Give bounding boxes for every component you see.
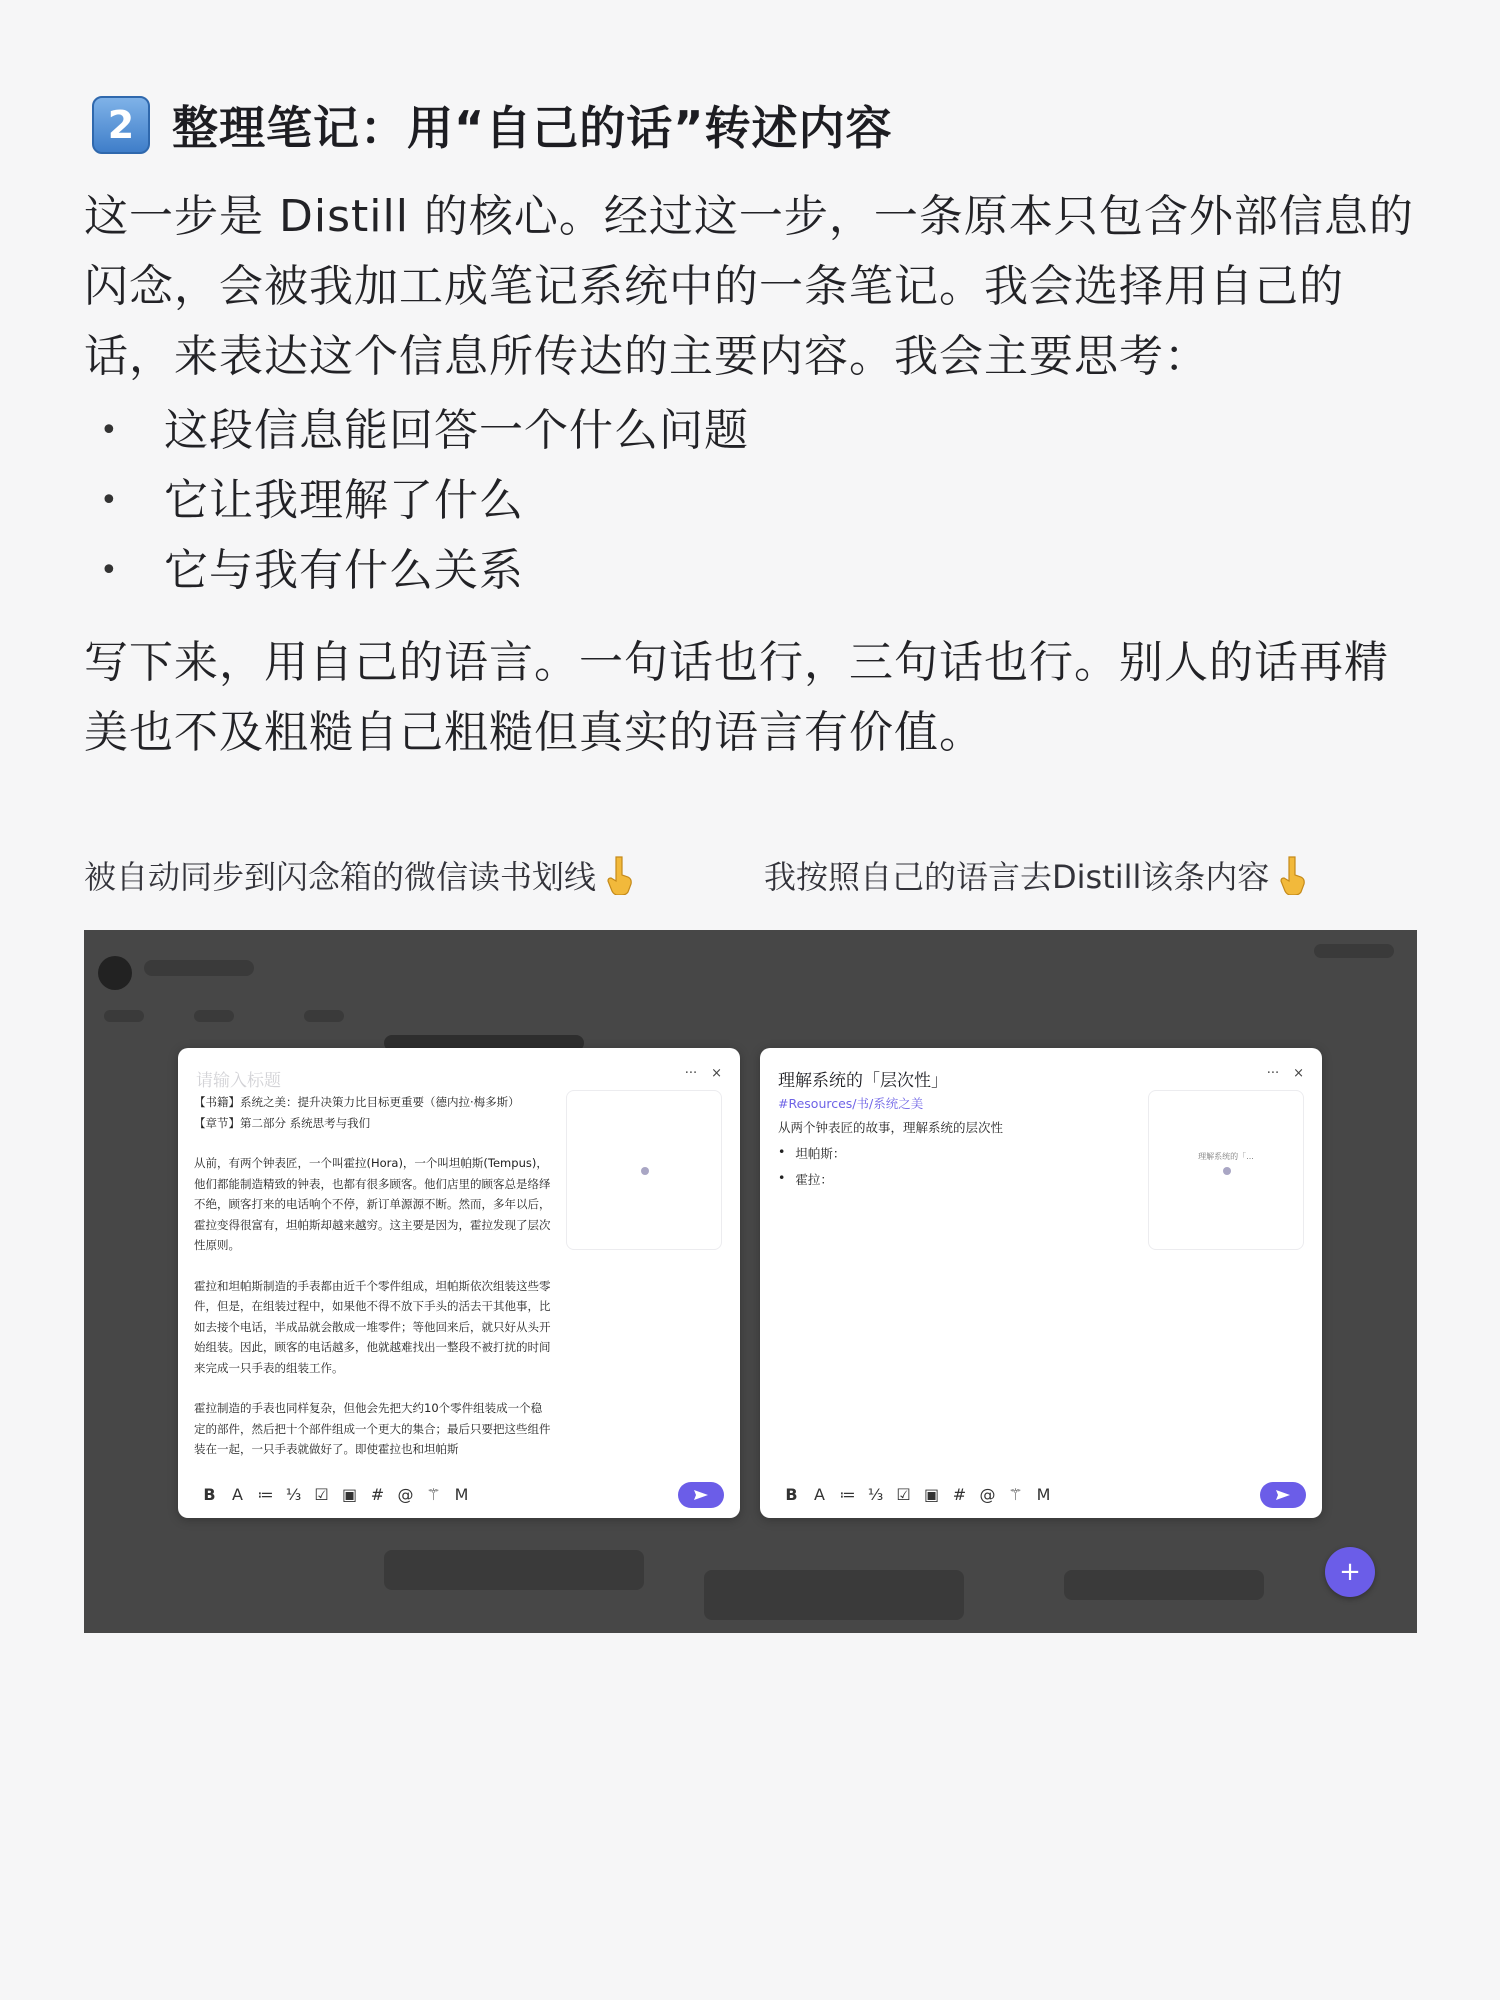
send-icon [1275, 1489, 1291, 1501]
list-item [778, 1170, 833, 1188]
note-paragraph: 从前，有两个钟表匠，一个叫霍拉(Hora)，一个叫坦帕斯(Tempus)，他们都能制造精致的钟表，也都有很多顾客。他们店里的顾客总是络绎不绝，顾客打来的电话响个不停，新订单源源不断。然而，多年以后，霍拉变得很富有，坦帕斯却越来越穷。这主要是因为，霍拉发现了层次性原则。 [194, 1156, 551, 1252]
closing-paragraph: 写下来，用自己的语言。一句话也行，三句话也行。别人的话再精美也不及粗糙自己粗糙但真实的语言有价值。 [84, 637, 1389, 758]
caption-left [84, 852, 634, 898]
bold-icon[interactable]: B [203, 1484, 216, 1504]
list-item-text: 霍拉： [795, 1172, 833, 1187]
blurred-text [144, 960, 254, 976]
list-item-text: 坦帕斯： [795, 1146, 846, 1161]
title-input[interactable]: 请输入标题 [196, 1071, 281, 1091]
hashtag-icon[interactable]: # [952, 1484, 967, 1504]
numbered-list-icon[interactable]: ⅓ [285, 1484, 302, 1504]
note-paragraph: 霍拉和坦帕斯制造的手表都由近千个零件组成，坦帕斯依次组装这些零件，但是，在组装过程中，如果他不得不放下手头的活去干其他事，比如去接个电话，半成品就会散成一堆零件；等他回来后，就只好从头开始组装。因此，顾客的电话越多，他就越难找出一整段不被打扰的时间来完成一只手表的组装工作。 [194, 1278, 551, 1375]
graph-node-icon [641, 1167, 649, 1175]
bullet-icon: • [100, 483, 119, 518]
keycap-number-icon: 2 [92, 96, 150, 154]
close-icon[interactable]: × [711, 1066, 722, 1081]
mention-icon[interactable]: @ [979, 1484, 996, 1504]
blurred-text [704, 1570, 964, 1620]
checkbox-icon[interactable]: ☑ [314, 1484, 329, 1504]
list-item [100, 466, 749, 536]
send-button[interactable] [1260, 1482, 1306, 1508]
caption-right [764, 852, 1307, 898]
section-heading [92, 92, 892, 158]
editor-toolbar [200, 1484, 471, 1504]
blurred-text [384, 1550, 644, 1590]
close-icon[interactable]: × [1293, 1066, 1304, 1081]
text-style-icon[interactable]: A [814, 1484, 825, 1504]
list-item [100, 396, 749, 466]
note-body[interactable] [194, 1092, 552, 1462]
note-line: 【章节】第二部分 系统思考与我们 [194, 1115, 371, 1130]
pointing-down-icon [1279, 855, 1307, 895]
avatar [98, 956, 132, 990]
checkbox-icon[interactable]: ☑ [896, 1484, 911, 1504]
heading-title: 整理笔记：用“自己的话”转述内容 [172, 101, 893, 155]
bullet-icon: • [100, 413, 119, 448]
card-menu [1267, 1066, 1304, 1081]
blurred-text [194, 1010, 234, 1022]
bold-icon[interactable]: B [785, 1484, 798, 1504]
graph-node-icon [1223, 1167, 1231, 1175]
list-item-text: 这段信息能回答一个什么问题 [164, 405, 749, 456]
blurred-text [304, 1010, 344, 1022]
markdown-icon[interactable]: M [1036, 1484, 1051, 1504]
question-list [100, 396, 749, 606]
blurred-text [104, 1010, 144, 1022]
note-paragraph: 霍拉制造的手表也同样复杂，但他会先把大约10个零件组装成一个稳定的部件，然后把十个部件组成一个更大的集合；最后只要把这些组件装在一起，一只手表就做好了。即使霍拉也和坦帕斯 [194, 1401, 551, 1456]
editor-toolbar [782, 1484, 1053, 1504]
caption-left-text: 被自动同步到闪念箱的微信读书划线 [84, 858, 597, 896]
more-icon[interactable]: ··· [684, 1066, 698, 1081]
bullet-icon: • [778, 1144, 786, 1159]
list-item [100, 536, 749, 606]
hashtag-icon[interactable]: # [370, 1484, 385, 1504]
bullet-list-icon[interactable]: ≔ [257, 1484, 274, 1504]
list-item-text: 它与我有什么关系 [164, 545, 524, 596]
bullet-icon: • [778, 1170, 786, 1185]
more-icon[interactable]: ··· [1266, 1066, 1280, 1081]
magic-wand-icon[interactable]: ⚚ [426, 1484, 441, 1504]
list-item-text: 它让我理解了什么 [164, 475, 524, 526]
note-line: 【书籍】系统之美：提升决策力比目标更重要（德内拉·梅多斯） [194, 1095, 520, 1109]
add-note-button[interactable]: + [1325, 1547, 1375, 1597]
text-style-icon[interactable]: A [232, 1484, 243, 1504]
note-editor-left [178, 1048, 740, 1518]
caption-right-text: 我按照自己的语言去Distill该条内容 [764, 858, 1270, 896]
bullet-list-icon[interactable]: ≔ [839, 1484, 856, 1504]
magic-wand-icon[interactable]: ⚚ [1008, 1484, 1023, 1504]
note-title[interactable]: 理解系统的「层次性」 [778, 1071, 948, 1091]
intro-paragraph: 这一步是 Distill 的核心。经过这一步，一条原本只包含外部信息的闪念，会被我加工成笔记系统中的一条笔记。我会选择用自己的话，来表达这个信息所传达的主要内容。我会主要思考： [84, 191, 1414, 382]
app-screenshot [84, 930, 1417, 1633]
graph-node-label: 理解系统的「... [1198, 1152, 1254, 1161]
pointing-down-icon [606, 855, 634, 895]
card-menu [685, 1066, 722, 1081]
blurred-text [1064, 1570, 1264, 1600]
note-editor-right [760, 1048, 1322, 1518]
blurred-text [1314, 944, 1394, 958]
list-item [778, 1144, 845, 1162]
bullet-icon: • [100, 553, 119, 588]
send-icon [693, 1489, 709, 1501]
send-button[interactable] [678, 1482, 724, 1508]
graph-preview[interactable] [1148, 1090, 1304, 1250]
numbered-list-icon[interactable]: ⅓ [867, 1484, 884, 1504]
image-icon[interactable]: ▣ [923, 1484, 940, 1504]
graph-preview[interactable] [566, 1090, 722, 1250]
markdown-icon[interactable]: M [454, 1484, 469, 1504]
image-icon[interactable]: ▣ [341, 1484, 358, 1504]
note-summary: 从两个钟表匠的故事，理解系统的层次性 [778, 1120, 1004, 1135]
mention-icon[interactable]: @ [397, 1484, 414, 1504]
tag-link[interactable]: #Resources/书/系统之美 [778, 1096, 924, 1111]
